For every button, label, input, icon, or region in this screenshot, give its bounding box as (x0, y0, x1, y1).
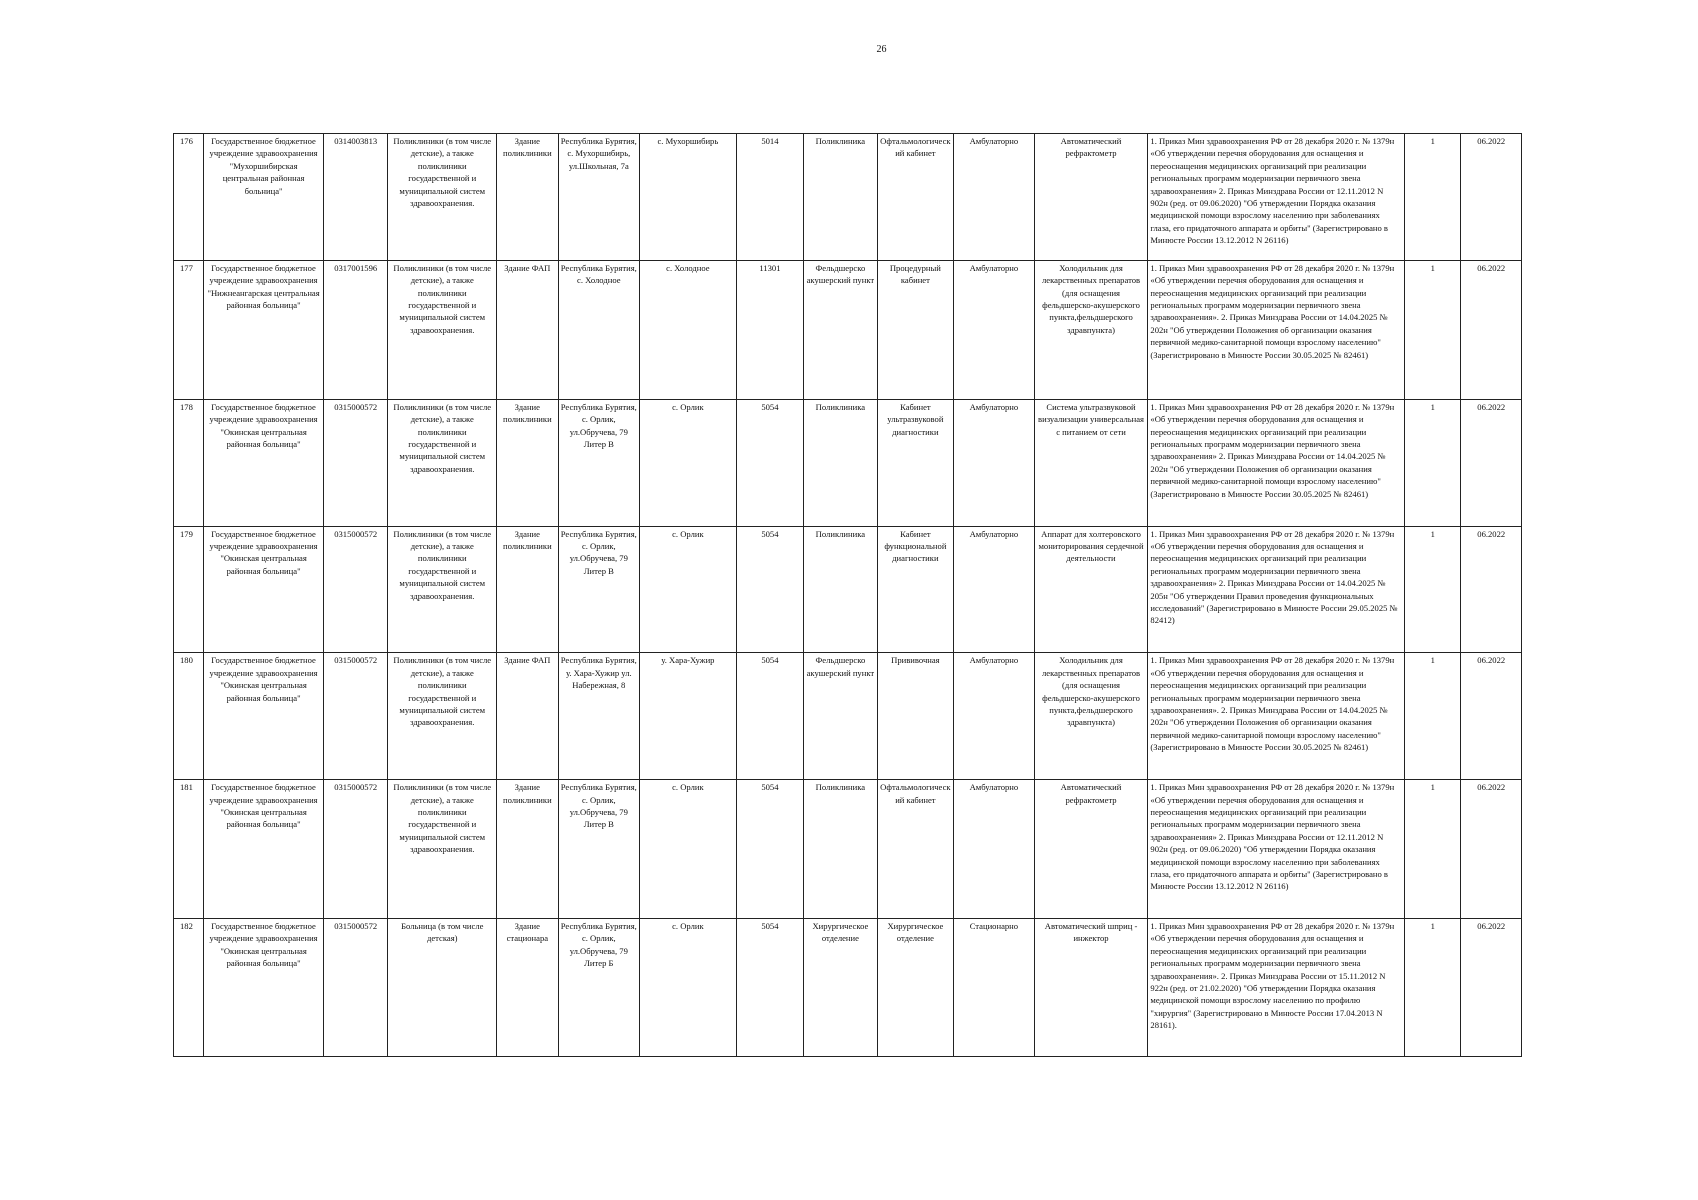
address-cell: Республика Бурятия, с. Мухоршибирь, ул.Школьная, 7а (558, 134, 640, 261)
row-number: 178 (174, 399, 204, 526)
locality-cell: с. Орлик (640, 526, 737, 653)
care-form-cell: Амбулаторно (954, 134, 1035, 261)
quantity-cell: 1 (1405, 780, 1461, 919)
quantity-cell: 1 (1405, 399, 1461, 526)
equipment-cell: Система ультразвуковой визуализации универсальная с питанием от сети (1034, 399, 1148, 526)
care-form-cell: Амбулаторно (954, 399, 1035, 526)
equipment-table (173, 133, 1522, 1057)
row-number: 179 (174, 526, 204, 653)
code-cell: 0314003813 (323, 134, 387, 261)
quantity-cell: 1 (1405, 526, 1461, 653)
equipment-cell: Автоматический шприц - инжектор (1034, 919, 1148, 1057)
population-cell: 5014 (736, 134, 803, 261)
table-row (174, 260, 1522, 399)
building-cell: Здание стационара (497, 919, 558, 1057)
table-body (174, 134, 1522, 1057)
facility-type-cell: Поликлиники (в том числе детские), а также поликлиники государственной и муниципальной систем здравоохранения. (388, 653, 497, 780)
institution-cell: Государственное бюджетное учреждение здравоохранения "Мухоршибирская центральная районная больница" (204, 134, 324, 261)
building-cell: Здание поликлиники (497, 134, 558, 261)
facility-type-cell: Больница (в том числе детская) (388, 919, 497, 1057)
page-number: 26 (876, 44, 887, 55)
row-number: 177 (174, 260, 204, 399)
facility-type-cell: Поликлиники (в том числе детские), а также поликлиники государственной и муниципальной систем здравоохранения. (388, 134, 497, 261)
population-cell: 11301 (736, 260, 803, 399)
unit-cell: Фельдшерско акушерский пункт (804, 653, 877, 780)
unit-cell: Поликлиника (804, 134, 877, 261)
institution-cell: Государственное бюджетное учреждение здравоохранения "Окинская центральная районная больница" (204, 780, 324, 919)
date-cell: 06.2022 (1461, 399, 1522, 526)
address-cell: Республика Бурятия, у. Хара-Хужир ул. Набережная, 8 (558, 653, 640, 780)
code-cell: 0315000572 (323, 653, 387, 780)
legal-basis-cell: 1. Приказ Мин здравоохранения РФ от 28 декабря 2020 г. № 1379н «Об утверждении перечня оборудования для оснащения и переоснащения медицинских организаций при реализации региональных программ модернизации первичного звена здравоохранения» 2. Приказ Минздрава России от 14.04.2025 № 202н "Об утверждении Положения об организации оказания первичной медико-санитарной помощи взрослому населению" (Зарегистрировано в Минюсте России 30.05.2025 № 82461) (1148, 399, 1405, 526)
code-cell: 0315000572 (323, 526, 387, 653)
equipment-cell: Холодильник для лекарственных препаратов (для оснащения фельдшерско-акушерского пункта,фельдшерского здравпункта) (1034, 260, 1148, 399)
room-cell: Хирургическое отделение (877, 919, 954, 1057)
room-cell: Кабинет функциональной диагностики (877, 526, 954, 653)
quantity-cell: 1 (1405, 134, 1461, 261)
legal-basis-cell: 1. Приказ Мин здравоохранения РФ от 28 декабря 2020 г. № 1379н «Об утверждении перечня оборудования для оснащения и переоснащения медицинских организаций при реализации региональных программ модернизации первичного звена здравоохранения». 2. Приказ Минздрава России от 14.04.2025 № 202н "Об утверждении Положения об организации оказания первичной медико-санитарной помощи взрослому населению" (Зарегистрировано в Минюсте России 30.05.2025 № 82461) (1148, 653, 1405, 780)
quantity-cell: 1 (1405, 919, 1461, 1057)
equipment-cell: Автоматический рефрактометр (1034, 780, 1148, 919)
building-cell: Здание ФАП (497, 653, 558, 780)
table-row (174, 399, 1522, 526)
date-cell: 06.2022 (1461, 260, 1522, 399)
code-cell: 0315000572 (323, 399, 387, 526)
table-row (174, 919, 1522, 1057)
code-cell: 0315000572 (323, 919, 387, 1057)
quantity-cell: 1 (1405, 260, 1461, 399)
legal-basis-cell: 1. Приказ Мин здравоохранения РФ от 28 декабря 2020 г. № 1379н «Об утверждении перечня оборудования для оснащения и переоснащения медицинских организаций при реализации региональных программ модернизации первичного звена здравоохранения» 2. Приказ Минздрава России от 12.11.2012 N 902н (ред. от 09.06.2020) "Об утверждении Порядка оказания медицинской помощи взрослому населению при заболеваниях глаза, его придаточного аппарата и орбиты" (Зарегистрировано в Минюсте России 13.12.2012 N 26116) (1148, 780, 1405, 919)
row-number: 176 (174, 134, 204, 261)
locality-cell: с. Орлик (640, 919, 737, 1057)
institution-cell: Государственное бюджетное учреждение здравоохранения "Окинская центральная районная больница" (204, 526, 324, 653)
unit-cell: Фельдшерско акушерский пункт (804, 260, 877, 399)
care-form-cell: Амбулаторно (954, 653, 1035, 780)
address-cell: Республика Бурятия, с. Орлик, ул.Обручева, 79 Литер В (558, 526, 640, 653)
locality-cell: с. Орлик (640, 399, 737, 526)
care-form-cell: Амбулаторно (954, 526, 1035, 653)
facility-type-cell: Поликлиники (в том числе детские), а также поликлиники государственной и муниципальной систем здравоохранения. (388, 526, 497, 653)
legal-basis-cell: 1. Приказ Мин здравоохранения РФ от 28 декабря 2020 г. № 1379н «Об утверждении перечня оборудования для оснащения и переоснащения медицинских организаций при реализации региональных программ модернизации первичного звена здравоохранения» 2. Приказ Минздрава России от 14.04.2025 № 205н "Об утверждении Правил проведения функциональных исследований" (Зарегистрировано в Минюсте России 29.05.2025 № 82412) (1148, 526, 1405, 653)
facility-type-cell: Поликлиники (в том числе детские), а также поликлиники государственной и муниципальной систем здравоохранения. (388, 780, 497, 919)
room-cell: Процедурный кабинет (877, 260, 954, 399)
population-cell: 5054 (736, 653, 803, 780)
care-form-cell: Амбулаторно (954, 260, 1035, 399)
facility-type-cell: Поликлиники (в том числе детские), а также поликлиники государственной и муниципальной систем здравоохранения. (388, 399, 497, 526)
code-cell: 0315000572 (323, 780, 387, 919)
row-number: 180 (174, 653, 204, 780)
address-cell: Республика Бурятия, с. Холодное (558, 260, 640, 399)
locality-cell: с. Холодное (640, 260, 737, 399)
locality-cell: с. Орлик (640, 780, 737, 919)
unit-cell: Поликлиника (804, 526, 877, 653)
date-cell: 06.2022 (1461, 134, 1522, 261)
population-cell: 5054 (736, 526, 803, 653)
facility-type-cell: Поликлиники (в том числе детские), а также поликлиники государственной и муниципальной систем здравоохранения. (388, 260, 497, 399)
row-number: 181 (174, 780, 204, 919)
date-cell: 06.2022 (1461, 780, 1522, 919)
population-cell: 5054 (736, 780, 803, 919)
unit-cell: Поликлиника (804, 780, 877, 919)
address-cell: Республика Бурятия, с. Орлик, ул.Обручева, 79 Литер Б (558, 919, 640, 1057)
room-cell: Офтальмологический кабинет (877, 134, 954, 261)
address-cell: Республика Бурятия, с. Орлик, ул.Обручева, 79 Литер В (558, 780, 640, 919)
row-number: 182 (174, 919, 204, 1057)
date-cell: 06.2022 (1461, 526, 1522, 653)
care-form-cell: Амбулаторно (954, 780, 1035, 919)
population-cell: 5054 (736, 919, 803, 1057)
code-cell: 0317001596 (323, 260, 387, 399)
building-cell: Здание поликлиники (497, 780, 558, 919)
quantity-cell: 1 (1405, 653, 1461, 780)
building-cell: Здание поликлиники (497, 526, 558, 653)
unit-cell: Поликлиника (804, 399, 877, 526)
date-cell: 06.2022 (1461, 653, 1522, 780)
locality-cell: с. Мухоршибирь (640, 134, 737, 261)
institution-cell: Государственное бюджетное учреждение здравоохранения "Нижнеангарская центральная районная больница" (204, 260, 324, 399)
table-row (174, 526, 1522, 653)
equipment-cell: Холодильник для лекарственных препаратов (для оснащения фельдшерско-акушерского пункта,фельдшерского здравпункта) (1034, 653, 1148, 780)
table-row (174, 134, 1522, 261)
legal-basis-cell: 1. Приказ Мин здравоохранения РФ от 28 декабря 2020 г. № 1379н «Об утверждении перечня оборудования для оснащения и переоснащения медицинских организаций при реализации региональных программ модернизации первичного звена здравоохранения». 2. Приказ Минздрава России от 15.11.2012 N 922н (ред. от 21.02.2020) "Об утверждении Порядка оказания медицинской помощи взрослому населению по профилю "хирургия" (Зарегистрировано в Минюсте России 17.04.2013 N 28161). (1148, 919, 1405, 1057)
address-cell: Республика Бурятия, с. Орлик, ул.Обручева, 79 Литер В (558, 399, 640, 526)
institution-cell: Государственное бюджетное учреждение здравоохранения "Окинская центральная районная больница" (204, 919, 324, 1057)
room-cell: Кабинет ультразвуковой диагностики (877, 399, 954, 526)
population-cell: 5054 (736, 399, 803, 526)
building-cell: Здание ФАП (497, 260, 558, 399)
equipment-cell: Автоматический рефрактометр (1034, 134, 1148, 261)
legal-basis-cell: 1. Приказ Мин здравоохранения РФ от 28 декабря 2020 г. № 1379н «Об утверждении перечня оборудования для оснащения и переоснащения медицинских организаций при реализации региональных программ модернизации первичного звена здравоохранения» 2. Приказ Минздрава России от 12.11.2012 N 902н (ред. от 09.06.2020) "Об утверждении Порядка оказания медицинской помощи взрослому населению при заболеваниях глаза, его придаточного аппарата и орбиты" (Зарегистрировано в Минюсте России 13.12.2012 N 26116) (1148, 134, 1405, 261)
care-form-cell: Стационарно (954, 919, 1035, 1057)
room-cell: Офтальмологический кабинет (877, 780, 954, 919)
unit-cell: Хирургическое отделение (804, 919, 877, 1057)
institution-cell: Государственное бюджетное учреждение здравоохранения "Окинская центральная районная больница" (204, 653, 324, 780)
table-row (174, 653, 1522, 780)
table-row (174, 780, 1522, 919)
equipment-cell: Аппарат для холтеровского мониторирования сердечной деятельности (1034, 526, 1148, 653)
building-cell: Здание поликлиники (497, 399, 558, 526)
legal-basis-cell: 1. Приказ Мин здравоохранения РФ от 28 декабря 2020 г. № 1379н «Об утверждении перечня оборудования для оснащения и переоснащения медицинских организаций при реализации региональных программ модернизации первичного звена здравоохранения». 2. Приказ Минздрава России от 14.04.2025 № 202н "Об утверждении Положения об организации оказания первичной медико-санитарной помощи взрослому населению" (Зарегистрировано в Минюсте России 30.05.2025 № 82461) (1148, 260, 1405, 399)
institution-cell: Государственное бюджетное учреждение здравоохранения "Окинская центральная районная больница" (204, 399, 324, 526)
room-cell: Прививочная (877, 653, 954, 780)
date-cell: 06.2022 (1461, 919, 1522, 1057)
locality-cell: у. Хара-Хужир (640, 653, 737, 780)
